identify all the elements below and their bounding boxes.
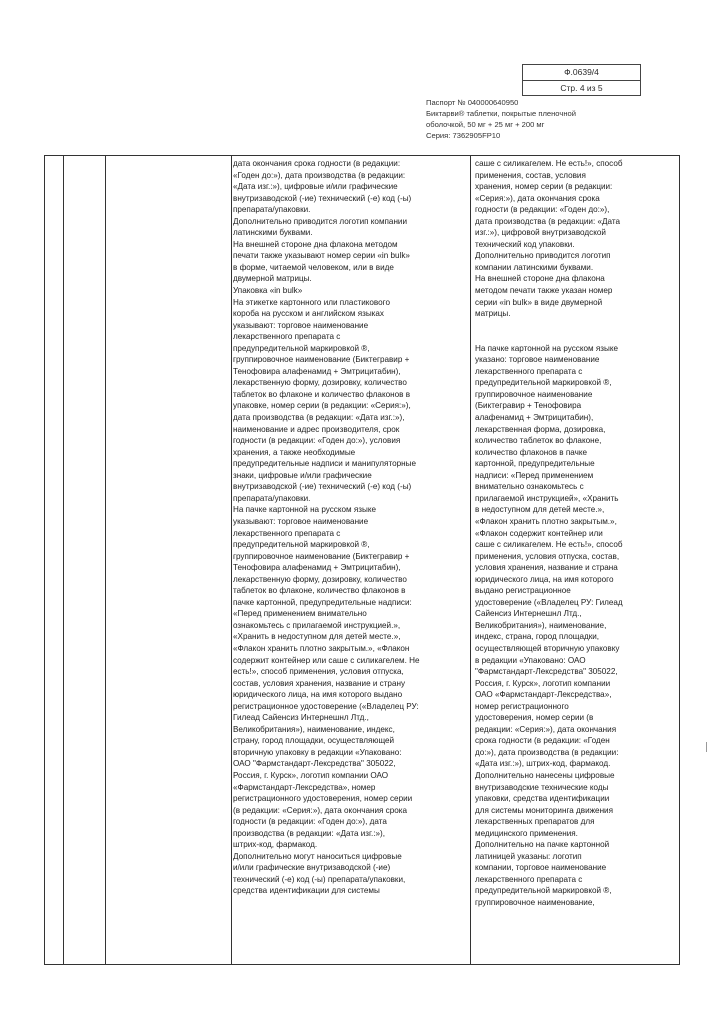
- specification-table: [44, 155, 680, 965]
- column-divider-1: [63, 156, 64, 964]
- column-divider-2: [105, 156, 106, 964]
- passport-number: Паспорт № 040000640950: [426, 98, 519, 107]
- form-code-box: [522, 64, 641, 96]
- table-cell-current-text: дата окончания срока годности (в редакции: «Годен до:»), дата производства (в редакции: «Дата изг.:»), цифровые и/или графические внутризаводской (-ие) технический (-е) код (-ы) препарата/упаковки. Дополнительно приводится логотип компании латинскими буквами. На внешней стороне дна флакона методом печати также указывают номер серии «in bulk» в форме, читаемой человеком, или в виде двумерной матрицы. Упаковка «in bulk» На этикетке картонного или пластикового короба на русском и английском языках указывают: торговое наименование лекарственного препарата с предупредительной маркировкой ®, группировочное наименование (Биктегравир + Тенофовира алафенамид + Эмтрицитабин), лекарственную форму, дозировку, количество таблеток во флаконе и количество флаконов в упаковке, номер серии (в редакции: «Серия:»), дата производства (в редакции: «Дата изг.:»), наименование и адрес производителя, срок годности (в редакции: «Годен до:»), условия хранения, а также необходимые предупредительные надписи и манипуляторные знаки, цифровые и/или графические внутризаводской (-ие) технический (-е) код (-ы) препарата/упаковки. На пачке картонной на русском языке указывают: торговое наименование лекарственного препарата с предупредительной маркировкой ®, группировочное наименование (Биктегравир + Тенофовира алафенамид + Эмтрицитабин), лекарственную форму, дозировку, количество таблеток во флаконе, количество флаконов в пачке картонной, предупредительные надписи: «Перед применением внимательно ознакомьтесь с прилагаемой инструкцией.», «Хранить в недоступном для детей месте.», «Флакон хранить плотно закрытым.», «Флакон содержит контейнер или саше с силикагелем. Не есть!», способ применения, условия отпуска, состав, условия хранения, название и страну юридического лица, на имя которого выдано регистрационное удостоверение («Владелец РУ: Гилеад Сайенсиз Интернешнл Лтд., Великобритания»), наименование, индекс, страну, город площадки, осуществляющей вторичную упаковку в редакции «Упаковано: ОАО "Фармстандарт-Лексредства" 305022, Россия, г. Курск», логотип компании ОАО «Фармстандарт-Лексредства», номер регистрационного удостоверения, номер серии (в редакции: «Серия:»), дата окончания срока годности (в редакции: «Годен до:»), дата производства (в редакции: «Дата изг.:»), штрих-код, фармакод. Дополнительно могут наноситься цифровые и/или графические внутризаводской (-ие) технический (-е) код (-ы) препарата/упаковки, средства идентификации для системы: [233, 159, 420, 896]
- passport-header: [426, 97, 576, 141]
- page-number: Стр. 4 из 5: [560, 83, 603, 93]
- column-divider-3: [231, 156, 232, 964]
- product-name-cont: оболочкой, 50 мг + 25 мг + 200 мг: [426, 120, 545, 129]
- scan-mark: [706, 742, 707, 752]
- series-number: Серия: 7362905FP10: [426, 131, 501, 140]
- column-divider-4: [470, 156, 471, 964]
- form-code: Ф.0639/4: [523, 65, 640, 81]
- product-name: Биктарви® таблетки, покрытые пленочной: [426, 109, 576, 118]
- table-cell-proposed-text: саше с силикагелем. Не есть!», способ применения, состав, условия хранения, номер серии (в редакции: «Серия:»), дата окончания срока годности (в редакции: «Годен до:»), дата производства (в редакции: «Дата изг.:»), цифровой внутризаводской технический код упаковки. Дополнительно приводится логотип компании латинскими буквами. На внешней стороне дна флакона методом печати также указан номер серии «in bulk» в виде двумерной матрицы. На пачке картонной на русском языке указано: торговое наименование лекарственного препарата с предупредительной маркировкой ®, группировочное наименование (Биктегравир + Тенофовира алафенамид + Эмтрицитабин), лекарственная форма, дозировка, количество таблеток во флаконе, количество флаконов в пачке картонной, предупредительные надписи: «Перед применением внимательно ознакомьтесь с прилагаемой инструкцией», «Хранить в недоступном для детей месте.», «Флакон хранить плотно закрытым.», «Флакон содержит контейнер или саше с силикагелем. Не есть!», способ применения, условия отпуска, состав, условия хранения, название и страна юридического лица, на имя которого выдано регистрационное удостоверение («Владелец РУ: Гилеад Сайенсиз Интернешнл Лтд., Великобритания»), наименование, индекс, страна, город площадки, осуществляющей вторичную упаковку в редакции «Упаковано: ОАО "Фармстандарт-Лексредства" 305022, Россия, г. Курск», логотип компании ОАО «Фармстандарт-Лексредства», номер регистрационного удостоверения, номер серии (в редакции: «Серия:»), дата окончания срока годности (в редакции: «Годен до:»), дата производства (в редакции: «Дата изг.:»), штрих-код, фармакод. Дополнительно нанесены цифровые внутризаводские технические коды упаковки, средства идентификации для системы мониторинга движения лекарственных препаратов для медицинского применения. Дополнительно на пачке картонной латиницей указаны: логотип компании, торговое наименование лекарственного препарата с предупредительной маркировкой ®, группировочное наименование,: [475, 159, 623, 907]
